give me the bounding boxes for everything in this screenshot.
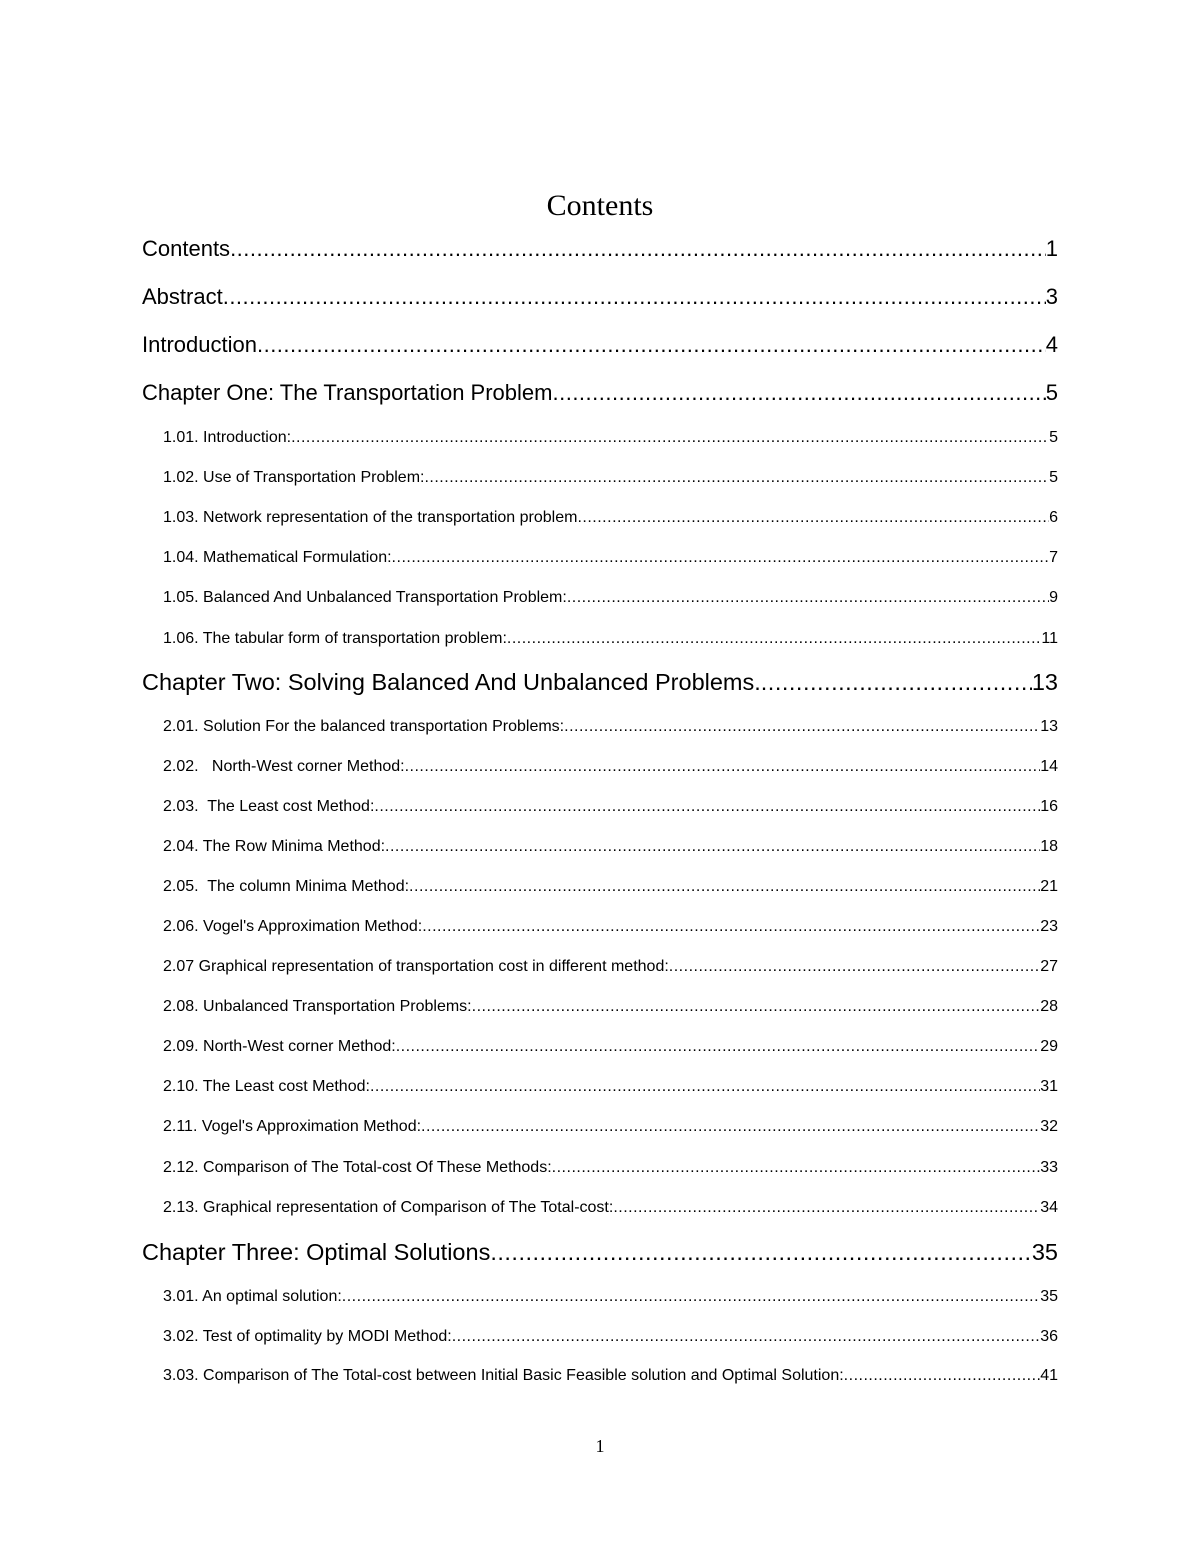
toc-entry-label: 2.03. The Least cost Method: <box>163 798 375 815</box>
toc-entry-label: 1.03. Network representation of the transportation problem <box>163 509 578 526</box>
toc-page-number: 18 <box>1040 838 1058 855</box>
toc-dot-leader <box>452 1326 1040 1348</box>
toc-entry-label: Chapter Two: Solving Balanced And Unbalanced Problems. <box>142 669 761 695</box>
toc-entry-chapter-one[interactable] <box>142 378 1058 408</box>
toc-entry-label: 3.01. An optimal solution: <box>163 1288 342 1305</box>
toc-page-number: 41 <box>1040 1367 1058 1384</box>
toc-entry-label: 2.04. The Row Minima Method: <box>163 838 386 855</box>
toc-page-number: 9 <box>1049 589 1058 606</box>
toc-entry-2-10[interactable] <box>163 1076 1058 1098</box>
toc-page-number: 23 <box>1040 918 1058 935</box>
toc-page-number: 5 <box>1049 469 1058 486</box>
toc-dot-leader <box>421 1116 1040 1138</box>
toc-entry-chapter-two[interactable] <box>142 667 1058 697</box>
toc-dot-leader <box>396 1036 1041 1058</box>
toc-entry-2-12[interactable] <box>163 1157 1058 1179</box>
toc-entry-label: 2.10. The Least cost Method: <box>163 1078 370 1095</box>
toc-entry-1-03[interactable] <box>163 507 1058 529</box>
toc-page-number: 29 <box>1040 1038 1058 1055</box>
toc-entry-label: 1.02. Use of Transportation Problem: <box>163 469 425 486</box>
toc-dot-leader <box>577 507 1049 529</box>
toc-dot-leader <box>669 956 1040 978</box>
toc-entry-3-02[interactable] <box>163 1326 1058 1348</box>
toc-entry-3-03[interactable] <box>163 1365 1058 1387</box>
toc-entry-label: Introduction <box>142 332 257 357</box>
toc-entry-chapter-three[interactable] <box>142 1237 1058 1267</box>
toc-page-number: 7 <box>1049 549 1058 566</box>
toc-page-number: 5 <box>1049 429 1058 446</box>
toc-entry-2-04[interactable] <box>163 836 1058 858</box>
toc-dot-leader <box>374 796 1040 818</box>
toc-entry-label: 2.05. The column Minima Method: <box>163 878 410 895</box>
toc-entry-2-11[interactable] <box>163 1116 1058 1138</box>
toc-entry-2-09[interactable] <box>163 1036 1058 1058</box>
toc-page-number: 28 <box>1040 998 1058 1015</box>
toc-page-number: 13 <box>1040 718 1058 735</box>
page-footer-number: 1 <box>595 1436 605 1456</box>
toc-entry-label: 2.12. Comparison of The Total-cost Of These Methods: <box>163 1159 552 1176</box>
toc-dot-leader <box>552 378 1045 408</box>
toc-dot-leader <box>490 1237 1032 1267</box>
toc-entry-label: 1.05. Balanced And Unbalanced Transportation Problem: <box>163 589 567 606</box>
toc-dot-leader <box>405 756 1041 778</box>
toc-entry-contents[interactable] <box>142 234 1058 264</box>
toc-page-number: 21 <box>1040 878 1058 895</box>
toc-dot-leader <box>472 996 1041 1018</box>
toc-entry-label: 2.11. Vogel's Approximation Method: <box>163 1118 422 1135</box>
toc-dot-leader <box>342 1286 1040 1308</box>
toc-entry-label: Contents <box>142 236 231 261</box>
toc-dot-leader <box>230 234 1046 264</box>
toc-entry-2-03[interactable] <box>163 796 1058 818</box>
toc-entry-label: 2.09. North-West corner Method: <box>163 1038 396 1055</box>
toc-dot-leader <box>385 836 1040 858</box>
toc-entry-abstract[interactable] <box>142 282 1058 312</box>
toc-dot-leader <box>567 587 1049 609</box>
toc-dot-leader <box>613 1197 1040 1219</box>
toc-entry-2-02[interactable] <box>163 756 1058 778</box>
toc-entry-label: 2.07 Graphical representation of transportation cost in different method: <box>163 958 669 975</box>
toc-entry-label: 2.08. Unbalanced Transportation Problems: <box>163 998 472 1015</box>
toc-dot-leader <box>844 1365 1041 1387</box>
toc-page-number: 31 <box>1040 1078 1058 1095</box>
toc-page-number: 36 <box>1040 1328 1058 1345</box>
toc-dot-leader <box>424 467 1049 489</box>
toc-page-number: 11 <box>1041 630 1058 647</box>
toc-entry-label: Chapter One: The Transportation Problem <box>142 380 553 405</box>
toc-page-number: 5 <box>1045 380 1058 405</box>
toc-entry-1-05[interactable] <box>163 587 1058 609</box>
toc-page-number: 16 <box>1040 798 1058 815</box>
toc-entry-2-13[interactable] <box>163 1197 1058 1219</box>
toc-entry-label: 3.03. Comparison of The Total-cost between Initial Basic Feasible solution and Optimal Solution: <box>163 1367 844 1384</box>
toc-dot-leader <box>552 1157 1041 1179</box>
toc-dot-leader <box>291 427 1049 449</box>
toc-entry-label: 3.02. Test of optimality by MODI Method: <box>163 1328 452 1345</box>
toc-entry-label: Abstract <box>142 284 223 309</box>
toc-entry-label: 2.06. Vogel's Approximation Method: <box>163 918 423 935</box>
toc-entry-2-05[interactable] <box>163 876 1058 898</box>
toc-dot-leader <box>761 667 1032 697</box>
toc-dot-leader <box>507 628 1042 650</box>
toc-page-number: 32 <box>1040 1118 1058 1135</box>
toc-entry-introduction[interactable] <box>142 330 1058 360</box>
toc-dot-leader <box>564 716 1040 738</box>
toc-entry-label: 1.06. The tabular form of transportation problem: <box>163 630 507 647</box>
toc-entry-1-06[interactable] <box>163 628 1058 650</box>
toc-entry-label: 1.01. Introduction: <box>163 429 292 446</box>
page-title: Contents <box>546 189 654 222</box>
toc-dot-leader <box>370 1076 1040 1098</box>
toc-page-number: 27 <box>1040 958 1058 975</box>
toc-entry-1-01[interactable] <box>163 427 1058 449</box>
toc-page-number: 3 <box>1045 284 1058 309</box>
toc-entry-label: 2.13. Graphical representation of Comparison of The Total-cost: <box>163 1199 614 1216</box>
toc-page-number: 1 <box>1045 236 1058 261</box>
toc-dot-leader <box>422 916 1040 938</box>
toc-page-number: 6 <box>1049 509 1058 526</box>
toc-page-number: 35 <box>1040 1288 1058 1305</box>
toc-entry-label: Chapter Three: Optimal Solutions <box>142 1239 491 1265</box>
toc-dot-leader <box>223 282 1046 312</box>
toc-entry-2-06[interactable] <box>163 916 1058 938</box>
toc-entry-label: 2.02. North-West corner Method: <box>163 758 405 775</box>
toc-entry-label: 2.01. Solution For the balanced transportation Problems: <box>163 718 565 735</box>
toc-entry-2-01[interactable] <box>163 716 1058 738</box>
toc-page-number: 35 <box>1031 1239 1058 1265</box>
toc-entry-1-04[interactable] <box>163 547 1058 569</box>
toc-entry-2-07[interactable] <box>163 956 1058 978</box>
toc-entry-label: 1.04. Mathematical Formulation: <box>163 549 392 566</box>
toc-dot-leader <box>392 547 1050 569</box>
toc-page-number: 4 <box>1045 332 1058 357</box>
toc-entry-3-01[interactable] <box>163 1286 1058 1308</box>
toc-page-number: 14 <box>1040 758 1058 775</box>
toc-page-number: 34 <box>1040 1199 1058 1216</box>
toc-entry-2-08[interactable] <box>163 996 1058 1018</box>
toc-page-number: 13 <box>1031 669 1058 695</box>
toc-entry-1-02[interactable] <box>163 467 1058 489</box>
toc-dot-leader <box>409 876 1040 898</box>
toc-page-number: 33 <box>1040 1159 1058 1176</box>
toc-dot-leader <box>257 330 1046 360</box>
